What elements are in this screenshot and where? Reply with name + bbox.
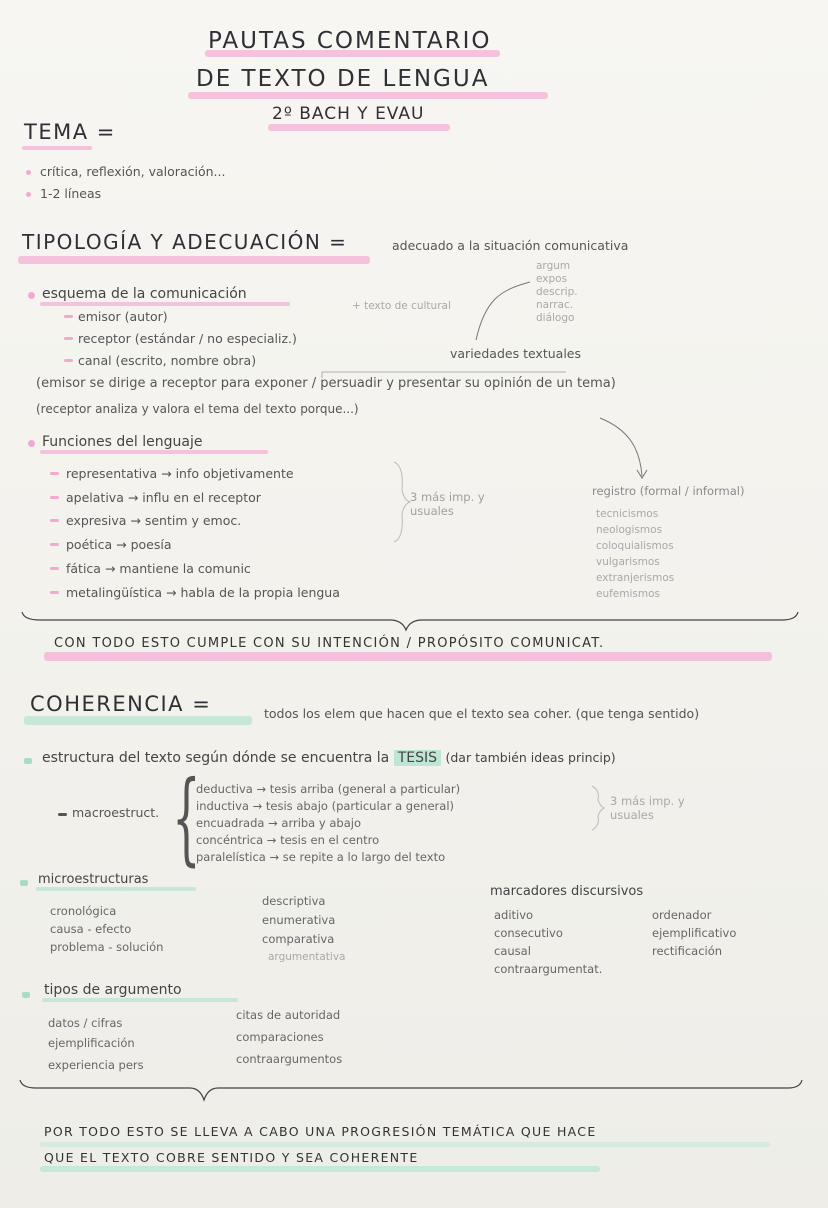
macro-brace: {: [172, 759, 201, 876]
macro-item-2: inductiva → tesis abajo (particular a general): [196, 799, 454, 813]
marcadores-col2-item-1: ordenador: [652, 908, 712, 922]
esquema-item-2: receptor (estándar / no especializ.): [78, 331, 297, 346]
argumentos-col2-item-1: citas de autoridad: [236, 1008, 341, 1022]
faint-note: + texto de cultural: [352, 300, 451, 312]
tema-heading: TEMA =: [24, 120, 116, 144]
micro-col1-item-1: cronológica: [50, 904, 117, 918]
tipologia-conclusion: CON TODO ESTO CUMPLE CON SU INTENCIÓN / PROPÓSITO COMUNICAT.: [54, 636, 605, 651]
marcadores-col1-item-4: contraargumentat.: [494, 962, 603, 976]
macro-label: macroestruct.: [72, 805, 160, 820]
tema-item-2: 1-2 líneas: [40, 186, 102, 201]
registro-label: registro (formal / informal): [592, 484, 745, 498]
coherencia-definition: todos los elem que hacen que el texto sea coher. (que tenga sentido): [264, 706, 700, 721]
funcion-item-4: poética → poesía: [66, 537, 172, 552]
argumentos-col2-item-2: comparaciones: [236, 1030, 324, 1044]
marcadores-col2-item-3: rectificación: [652, 944, 723, 958]
variedades-arrow: [476, 282, 530, 340]
coherencia-conclusion-2: QUE EL TEXTO COBRE SENTIDO Y SEA COHERENTE: [44, 1150, 419, 1165]
funciones-note: 3 más imp. y usuales: [410, 490, 485, 518]
title-line-2: DE TEXTO DE LENGUA: [196, 66, 490, 92]
marcadores-col1-item-3: causal: [494, 944, 531, 958]
marcadores-col1-item-1: aditivo: [494, 908, 534, 922]
estructura-post: (dar también ideas princip): [445, 750, 616, 765]
estructura-pre: estructura del texto según dónde se encuentra la: [42, 750, 390, 766]
marcadores-label: marcadores discursivos: [490, 884, 644, 899]
tipologia-definition: adecuado a la situación comunicativa: [392, 238, 629, 253]
registro-arrow: [600, 418, 642, 476]
funcion-item-2: apelativa → influ en el receptor: [66, 490, 261, 505]
tema-item-1: crítica, reflexión, valoración...: [40, 164, 226, 179]
esquema-item-3: canal (escrito, nombre obra): [78, 353, 257, 368]
macro-item-5: paralelística → se repite a lo largo del texto: [196, 850, 446, 864]
funciones-label: Funciones del lenguaje: [42, 434, 203, 450]
micro-col1-item-3: problema - solución: [50, 940, 164, 954]
variedad-item-1: argum: [536, 260, 571, 272]
argumentos-col1-item-2: ejemplificación: [48, 1036, 135, 1050]
micro-label: microestructuras: [38, 872, 149, 887]
registro-item-5: extranjerismos: [596, 572, 675, 584]
variedad-item-4: narrac.: [536, 299, 574, 311]
tipologia-heading: TIPOLOGÍA Y ADECUACIÓN =: [22, 230, 348, 254]
micro-col2-item-3: comparativa: [262, 932, 335, 946]
registro-item-2: neologismos: [596, 524, 663, 536]
esquema-item-1: emisor (autor): [78, 309, 168, 324]
marcadores-col2-item-2: ejemplificativo: [652, 926, 737, 940]
coherencia-brace: [20, 1080, 802, 1100]
micro-col2-item-4: argumentativa: [268, 951, 346, 963]
emisor-bracket: [322, 372, 566, 378]
funcion-item-3: expresiva → sentim y emoc.: [66, 513, 242, 528]
macro-note: 3 más imp. y usuales: [610, 794, 685, 822]
coherencia-conclusion-1: POR TODO ESTO SE LLEVA A CABO UNA PROGRESIÓN TEMÁTICA QUE HACE: [44, 1124, 597, 1139]
macro-item-3: encuadrada → arriba y abajo: [196, 816, 361, 830]
marcadores-col1-item-2: consecutivo: [494, 926, 563, 940]
argumentos-label: tipos de argumento: [44, 982, 182, 998]
variedad-item-2: expos: [536, 273, 568, 285]
tesis-highlight: TESIS: [394, 750, 441, 766]
registro-item-6: eufemismos: [596, 588, 661, 600]
micro-col2-item-2: enumerativa: [262, 913, 336, 927]
macro-item-1: deductiva → tesis arriba (general a particular): [196, 782, 461, 796]
coherencia-heading: COHERENCIA =: [30, 692, 212, 716]
title-line-1: PAUTAS COMENTARIO: [208, 28, 492, 54]
micro-col1-item-2: causa - efecto: [50, 922, 132, 936]
esquema-label: esquema de la comunicación: [42, 286, 247, 302]
argumentos-col1-item-3: experiencia pers: [48, 1058, 144, 1072]
variedad-item-5: diálogo: [536, 312, 575, 324]
argumentos-col2-item-3: contraargumentos: [236, 1052, 343, 1066]
funciones-brace: [394, 462, 410, 542]
funcion-item-6: metalingüística → habla de la propia lengua: [66, 585, 340, 600]
argumentos-col1-item-1: datos / cifras: [48, 1016, 123, 1030]
subtitle: 2º BACH Y EVAU: [272, 104, 425, 124]
micro-col2-item-1: descriptiva: [262, 894, 326, 908]
variedades-label: variedades textuales: [450, 346, 581, 361]
macro-note-brace: [592, 786, 604, 830]
registro-item-4: vulgarismos: [596, 556, 660, 568]
variedad-item-3: descrip.: [536, 286, 578, 298]
emisor-line: (emisor se dirige a receptor para exponer / persuadir y presentar su opinión de un tema): [36, 376, 616, 391]
macro-item-4: concéntrica → tesis en el centro: [196, 833, 380, 847]
funcion-item-1: representativa → info objetivamente: [66, 466, 294, 481]
funcion-item-5: fática → mantiene la comunic: [66, 561, 251, 576]
registro-item-1: tecnicismos: [596, 508, 659, 520]
receptor-line: (receptor analiza y valora el tema del texto porque...): [36, 402, 359, 416]
registro-item-3: coloquialismos: [596, 540, 674, 552]
tipologia-brace: [22, 612, 798, 630]
